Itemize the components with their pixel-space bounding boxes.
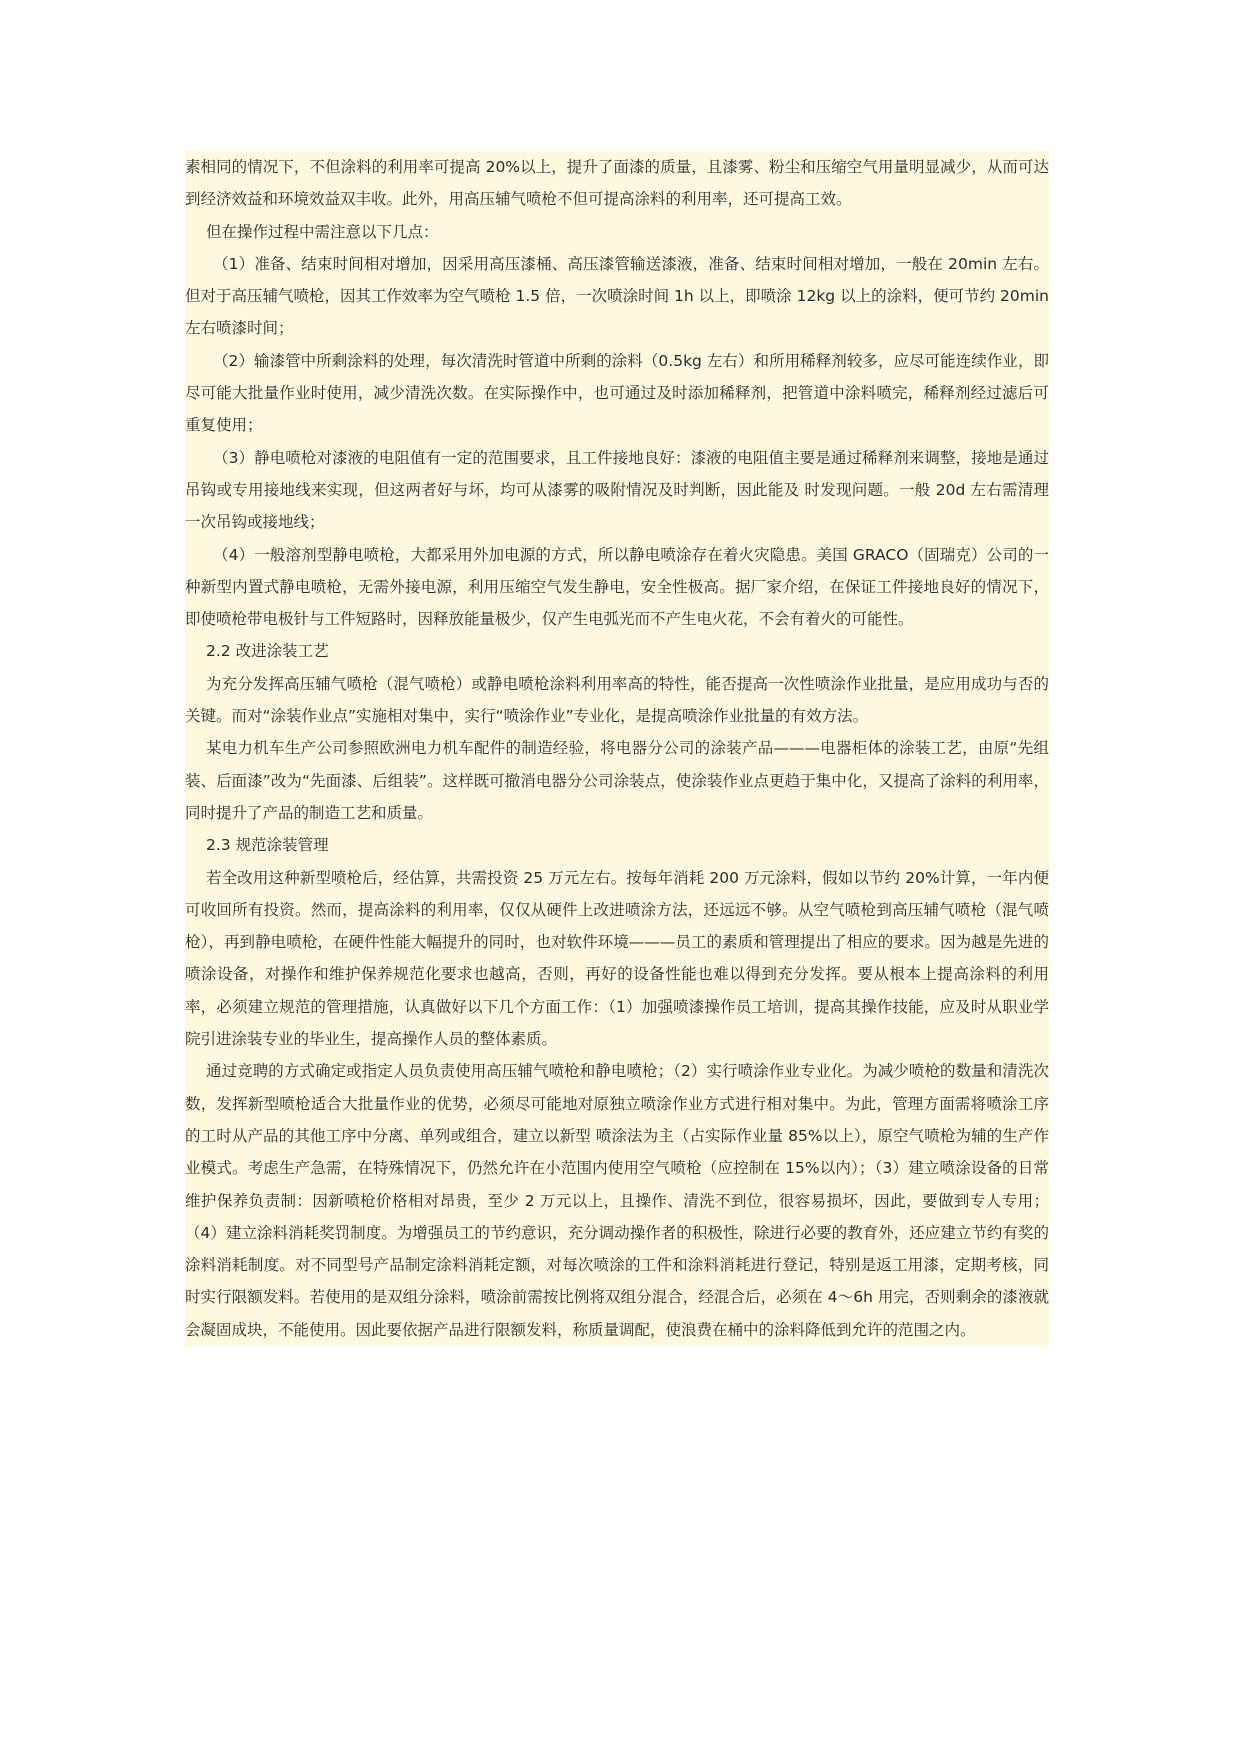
paragraph-notes-intro: 但在操作过程中需注意以下几点： xyxy=(206,222,439,241)
paragraph-investment-management: 若全改用这种新型喷枪后，经估算，共需投资 25 万元左右。按每年消耗 200 万元涂料，假如以节约 20%计算，一年内便可收回所有投资。然而，提高涂料的利用率，仅仅从硬件上改进喷涂方法，还远远不够。从空气喷枪到高压辅气喷枪（混气喷枪），再到静电喷枪，在硬件性能大幅提升的同时，也对软件环境———员工的素质和管理提出了相应的要求。因为越是先进的喷涂设备，对操作和维护保养规范化要求也越高，否则，再好的设备性能也难以得到充分发挥。要从根本上提高涂料的利用率，必须建立规范的管理措施，认真做好以下几个方面工作：（1）加强喷漆操作员工培训，提高其操作技能，应及时从职业学院引进涂装专业的毕业生，提高操作人员的整体素质。 xyxy=(185,868,1049,1049)
section-heading-2-3: 2.3 规范涂装管理 xyxy=(206,836,329,855)
paragraph-point-3: （3）静电喷枪对漆液的电阻值有一定的范围要求，且工件接地良好：漆液的电阻值主要是通过稀释剂来调整，接地是通过吊钩或专用接地线来实现，但这两者好与坏，均可从漆雾的吸附情况及时判断，因此能及 时发现问题。一般 20d 左右需清理一次吊钩或接地线； xyxy=(185,448,1049,532)
paragraph-point-2: （2）输漆管中所剩涂料的处理，每次清洗时管道中所剩的涂料（0.5kg 左右）和所用稀释剂较多，应尽可能连续作业，即尽可能大批量作业时使用，减少清洗次数。在实际操作中，也可通过及时添加稀释剂，把管道中涂料喷完，稀释剂经过滤后可重复使用； xyxy=(185,351,1049,435)
section-heading-2-2: 2.2 改进涂装工艺 xyxy=(206,642,329,661)
paragraph-management-measures: 通过竞聘的方式确定或指定人员负责使用高压辅气喷枪和静电喷枪；（2）实行喷涂作业专业化。为减少喷枪的数量和清洗次数，发挥新型喷枪适合大批量作业的优势，必须尽可能地对原独立喷涂作业方式进行相对集中。为此，管理方面需将喷涂工序的工时从产品的其他工序中分离、单列或组合，建立以新型 喷涂法为主（占实际作业量 85%以上），原空气喷枪为辅的生产作业模式。考虑生产急需，在特殊情况下，仍然允许在小范围内使用空气喷枪（应控制在 15%以内）；（3）建立喷涂设备的日常维护保养负责制：因新喷枪价格相对昂贵，至少 2 万元以上，且操作、清洗不到位，很容易损坏，因此，要做到专人专用；（4）建立涂料消耗奖罚制度。为增强员工的节约意识，充分调动操作者的积极性，除进行必要的教育外，还应建立节约有奖的涂料消耗制度。对不同型号产品制定涂料消耗定额，对每次喷涂的工件和涂料消耗进行登记，特别是返工用漆，定期考核，同时实行限额发料。若使用的是双组分涂料，喷涂前需按比例将双组分混合，经混合后，必须在 4～6h 用完，否则剩余的漆液就会凝固成块，不能使用。因此要依据产品进行限额发料，称质量调配，使浪费在桶中的涂料降低到允许的范围之内。 xyxy=(185,1062,1049,1339)
paragraph-intro-continuation: 素相同的情况下，不但涂料的利用率可提高 20%以上，提升了面漆的质量，且漆雾、粉尘和压缩空气用量明显减少，从而可达到经济效益和环境效益双丰收。此外，用高压辅气喷枪不但可提高涂料的利用率，还可提高工效。 xyxy=(185,158,1049,209)
paragraph-point-4: （4）一般溶剂型静电喷枪，大都采用外加电源的方式，所以静电喷涂存在着火灾隐患。美国 GRACO（固瑞克）公司的一种新型内置式静电喷枪，无需外接电源，利用压缩空气发生静电，安全性极高。据厂家介绍，在保证工件接地良好的情况下，即使喷枪带电极针与工件短路时，因释放能量极少，仅产生电弧光而不产生电火花，不会有着火的可能性。 xyxy=(185,545,1049,629)
paragraph-company-example: 某电力机车生产公司参照欧洲电力机车配件的制造经验，将电器分公司的涂装产品———电器柜体的涂装工艺，由原“先组装、后面漆”改为“先面漆、后组装”。这样既可撤消电器分公司涂装点，使涂装作业点更趋于集中化，又提高了涂料的利用率，同时提升了产品的制造工艺和质量。 xyxy=(185,739,1049,822)
document-body xyxy=(185,151,1049,1346)
paragraph-point-1: （1）准备、结束时间相对增加，因采用高压漆桶、高压漆管输送漆液，准备、结束时间相对增加，一般在 20min 左右。但对于高压辅气喷枪，因其工作效率为空气喷枪 1.5 倍，一次喷涂时间 1h 以上，即喷涂 12kg 以上的涂料，便可节约 20min 左右喷漆时间； xyxy=(185,254,1049,338)
paragraph-process-improvement: 为充分发挥高压辅气喷枪（混气喷枪）或静电喷枪涂料利用率高的特性，能否提高一次性喷涂作业批量，是应用成功与否的关键。而对“涂装作业点”实施相对集中，实行“喷涂作业”专业化，是提高喷涂作业批量的有效方法。 xyxy=(185,674,1049,726)
